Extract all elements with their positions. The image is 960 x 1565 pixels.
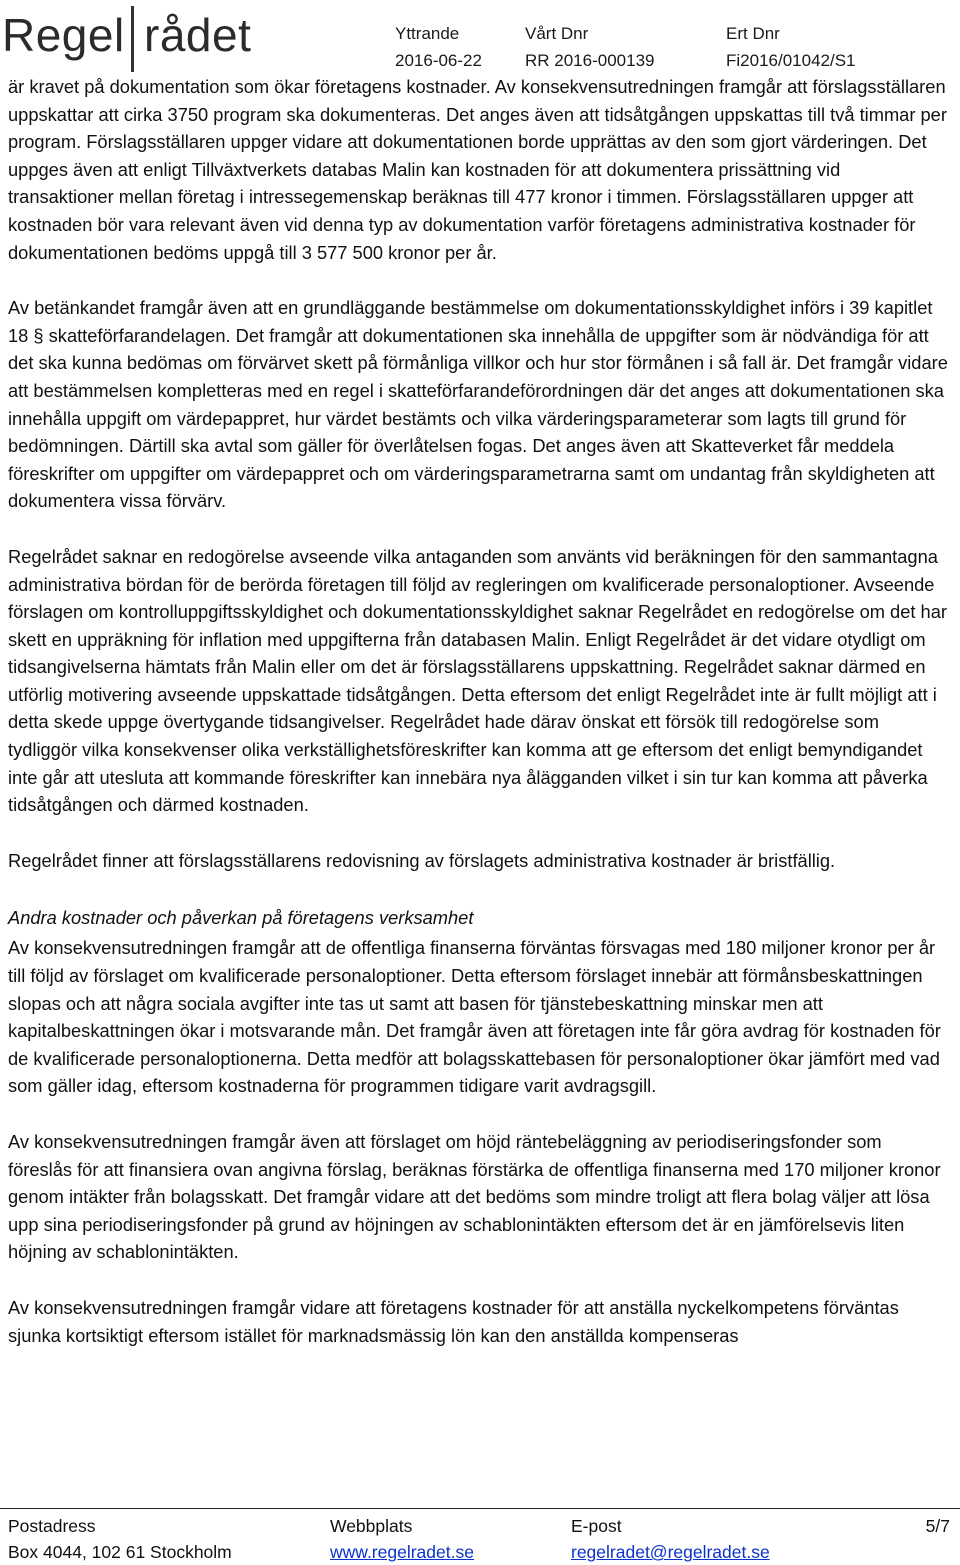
header-vart-dnr [525, 20, 654, 74]
section-heading: Andra kostnader och påverkan på företagens verksamhet [8, 907, 474, 929]
paragraph-public-finances: Av konsekvensutredningen framgår att de offentliga finanserna förväntas försvagas med 180 miljoner kronor per år till följd av förslaget om kvalificerade personaloptioner. Detta eftersom förslaget innebär att förmånsbeskattningen slopas och att några sociala avgifter inte tas ut samt att basen för tjänstebeskattning minskar men att kapitalbeskattningen ökar i motsvarande mån. Det framgår även att företagen inte får göra avdrag för kostnaden för de kvalificerade personaloptionerna. Detta medför att bolagsskattebasen för personaloptioner ökar jämfört med vad som gäller idag, eftersom kostnaderna för programmen tidigare varit avdragsgill. [8, 937, 941, 1097]
paragraph-regelradet-assessment: Regelrådet saknar en redogörelse avseende vilka antaganden som använts vid beräkningen för den sammantagna administrativa bördan för de berörda företagen till följd av regleringen om kvalificerade personaloptioner. Avseende förslagen om kontrolluppgiftsskyldighet och dokumentationsskyldighet saknar Regelrådet en redogörelse om det har skett en uppräkning för inflation med uppgifterna från databasen Malin. Enligt Regelrådet är det vidare otydligt om tidsangivelserna hämtats från Malin eller om det är förslagsställarens uppskattning. Regelrådet saknar därmed en utförlig motivering avseende uppskattade tidsåtgången. Detta eftersom det enligt Regelrådet inte är fullt möjligt att i detta skede uppge övertygande tidsangivelser. Regelrådet hade därav önskat ett försök till redogörelse som tydliggör vilka konsekvenser olika verkställighetsföreskrifter kan komma att ge eftersom det enligt bemyndigandet inte går att utesluta att kommande föreskrifter kan innebära nya ålägganden vilket i sin tur kan komma att påverka tidsåtgången och därmed kostnaden. [8, 545, 947, 816]
paragraph-periodization-funds: Av konsekvensutredningen framgår även att förslaget om höjd räntebeläggning av periodiseringsfonder som föreslås för att finansiera ovan angivna förslag, beräknas förstärka de offentliga finanserna med 170 miljoner kronor genom intäkter från bolagsskatt. Det framgår vidare att det bedöms som mindre troligt att flera bolag väljer att lösa upp sina periodiseringsfonder på grund av höjningen av schablonintäkten eftersom det är en jämförelsevis liten höjning av schablonintäkten. [8, 1131, 941, 1263]
header-ert-dnr-label: Ert Dnr [726, 24, 780, 43]
header-vart-dnr-value: RR 2016-000139 [525, 51, 655, 70]
paragraph-key-competence: Av konsekvensutredningen framgår vidare att företagens kostnader för att anställa nyckelkompetens förväntas sjunka kortsiktigt eftersom istället för marknadsmässig lön kan den anställda kompenseras [8, 1296, 899, 1346]
footer-website-label: Webbplats [330, 1516, 413, 1536]
page-header [0, 0, 960, 80]
paragraph-administrative-costs: är kravet på dokumentation som ökar företagens kostnader. Av konsekvensutredningen framgår att förslagsställaren uppskattar att cirka 3750 program ska dokumenteras. Det anges även att tidsåtgången uppskattas till två timmar per program. Förslagsställaren uppger vidare att dokumentationen borde upprättas av den som gjort värderingen. Det uppges även att enligt Tillväxtverkets databas Malin kan kostnaden för att dokumentera prissättning vid transaktioner mellan företag i intressegemenskap beräknas till 477 kronor i timmen. Förslagsställaren uppger att kostnaden bör vara relevant även vid denna typ av dokumentation varför företagens administrativa kostnader för dokumentationen bedöms uppgå till 3 577 500 kronor per år. [8, 76, 947, 263]
header-yttrande-label: Yttrande [395, 24, 460, 43]
footer-address-value: Box 4044, 102 61 Stockholm [8, 1542, 232, 1562]
footer-email [571, 1513, 770, 1565]
page-number: 5/7 [925, 1516, 950, 1536]
paragraph-conclusion: Regelrådet finner att förslagsställarens redovisning av förslagets administrativa kostnader är bristfällig. [8, 849, 836, 871]
paragraph-documentation-duty: Av betänkandet framgår även att en grundläggande bestämmelse om dokumentationsskyldighet införs i 39 kapitlet 18 § skatteförfarandelagen. Det framgår att dokumentationen ska innehålla de uppgifter som är nödvändiga för att det ska kunna bedömas om förvärvet skett på förmånliga villkor och hur stor förmånen i så fall är. Det framgår vidare att bestämmelsen kompletteras med en regel i skatteförfarandeförordningen där det anges att dokumentationen ska innehålla uppgift om värdepappret, hur värdet bestämts och vilka värderingsparameterar som lagts till grund för bedömningen. Därtill ska avtal som gäller för överlåtelsen fogas. Det anges även att Skatteverket får meddela föreskrifter om uppgifter om värdepappret och om värderingsparametrarna samt om undantag från skyldigheten att dokumentera vissa förvärv. [8, 297, 948, 512]
header-ert-dnr-value: Fi2016/01042/S1 [726, 51, 856, 70]
logo-divider [131, 6, 134, 72]
regelradet-logo [2, 4, 262, 74]
page-footer [0, 1508, 960, 1563]
footer-website [330, 1513, 474, 1565]
logo-text-right: rådet [144, 9, 252, 61]
footer-address-label: Postadress [8, 1516, 96, 1536]
header-yttrande-date: 2016-06-22 [395, 51, 482, 70]
footer-email-link[interactable]: regelradet@regelradet.se [571, 1542, 770, 1562]
header-yttrande [395, 20, 482, 74]
document-body [8, 73, 948, 1349]
footer-address [8, 1513, 232, 1565]
footer-email-label: E-post [571, 1516, 622, 1536]
header-vart-dnr-label: Vårt Dnr [525, 24, 589, 43]
logo-text-left: Regel [2, 9, 125, 61]
footer-website-link[interactable]: www.regelradet.se [330, 1542, 474, 1562]
header-ert-dnr [726, 20, 856, 74]
